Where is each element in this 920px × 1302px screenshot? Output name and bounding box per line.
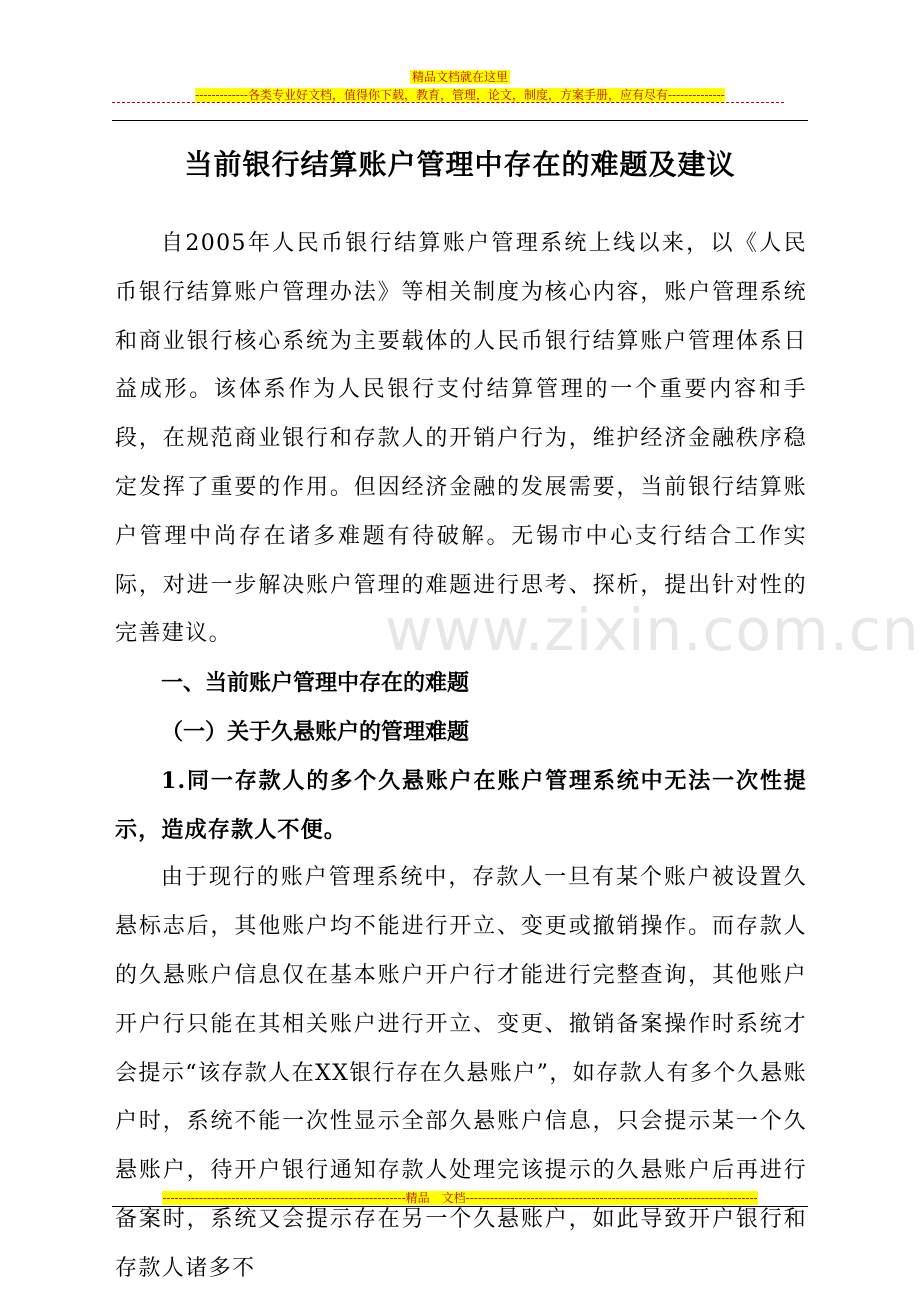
footer-banner-text: ------------------------------------------------------------精品 文档------------------------------------------------------------------------ [162,1191,758,1205]
header-banner [0,84,920,103]
section-heading: 一、当前账户管理中存在的难题 [161,670,470,697]
intro-paragraph: 自2005年人民币银行结算账户管理系统上线以来，以《人民币银行结算账户管理办法》等相关制度为核心内容，账户管理系统和商业银行核心系统为主要载体的人民币银行结算账户管理体系日益成形。该体系作为人民银行支付结算管理的一个重要内容和手段，在规范商业银行和存款人的开销户行为，维护经济金融秩序稳定发挥了重要的作用。但因经济金融的发展需要，当前银行结算账户管理中尚存在诸多难题有待破解。无锡市中心支行结合工作实际，对进一步解决账户管理的难题进行思考、探析，提出针对性的完善建议。 [115,231,807,647]
header-banner-text: -------------各类专业好文档，值得你下载，教育，管理，论文，制度，方案手册，应有尽有-------------- [195,88,725,102]
document-body [115,220,807,1294]
subsection-heading: （一）关于久悬账户的管理难题 [161,718,470,745]
footer-rule [112,1206,808,1207]
header-top-label-text: 精品文档就在这里 [411,70,508,84]
item-heading: 1.同一存款人的多个久悬账户在账户管理系统中无法一次性提示，造成存款人不便。 [115,767,807,843]
footer-banner [0,1187,920,1206]
body-paragraph: 由于现行的账户管理系统中，存款人一旦有某个账户被设置久悬标志后，其他账户均不能进行开立、变更或撤销操作。而存款人的久悬账户信息仅在基本账户开户行才能进行完整查询，其他账户开户行只能在其相关账户进行开立、变更、撤销备案操作时系统才会提示“该存款人在XX银行存在久悬账户”，如存款人有多个久悬账户时，系统不能一次性显示全部久悬账户信息，只会提示某一个久悬账户，待开户银行通知存款人处理完该提示的久悬账户后再进行备案时，系统又会提示存在另一个久悬账户，如此导致开户银行和存款人诸多不 [115,865,807,1281]
header-top-label [0,66,920,85]
header-dashed-divider [112,102,784,103]
document-title: 当前银行结算账户管理中存在的难题及建议 [184,148,736,181]
header-rule [112,120,808,121]
watermark: www.zixin.com.cn [385,596,920,664]
